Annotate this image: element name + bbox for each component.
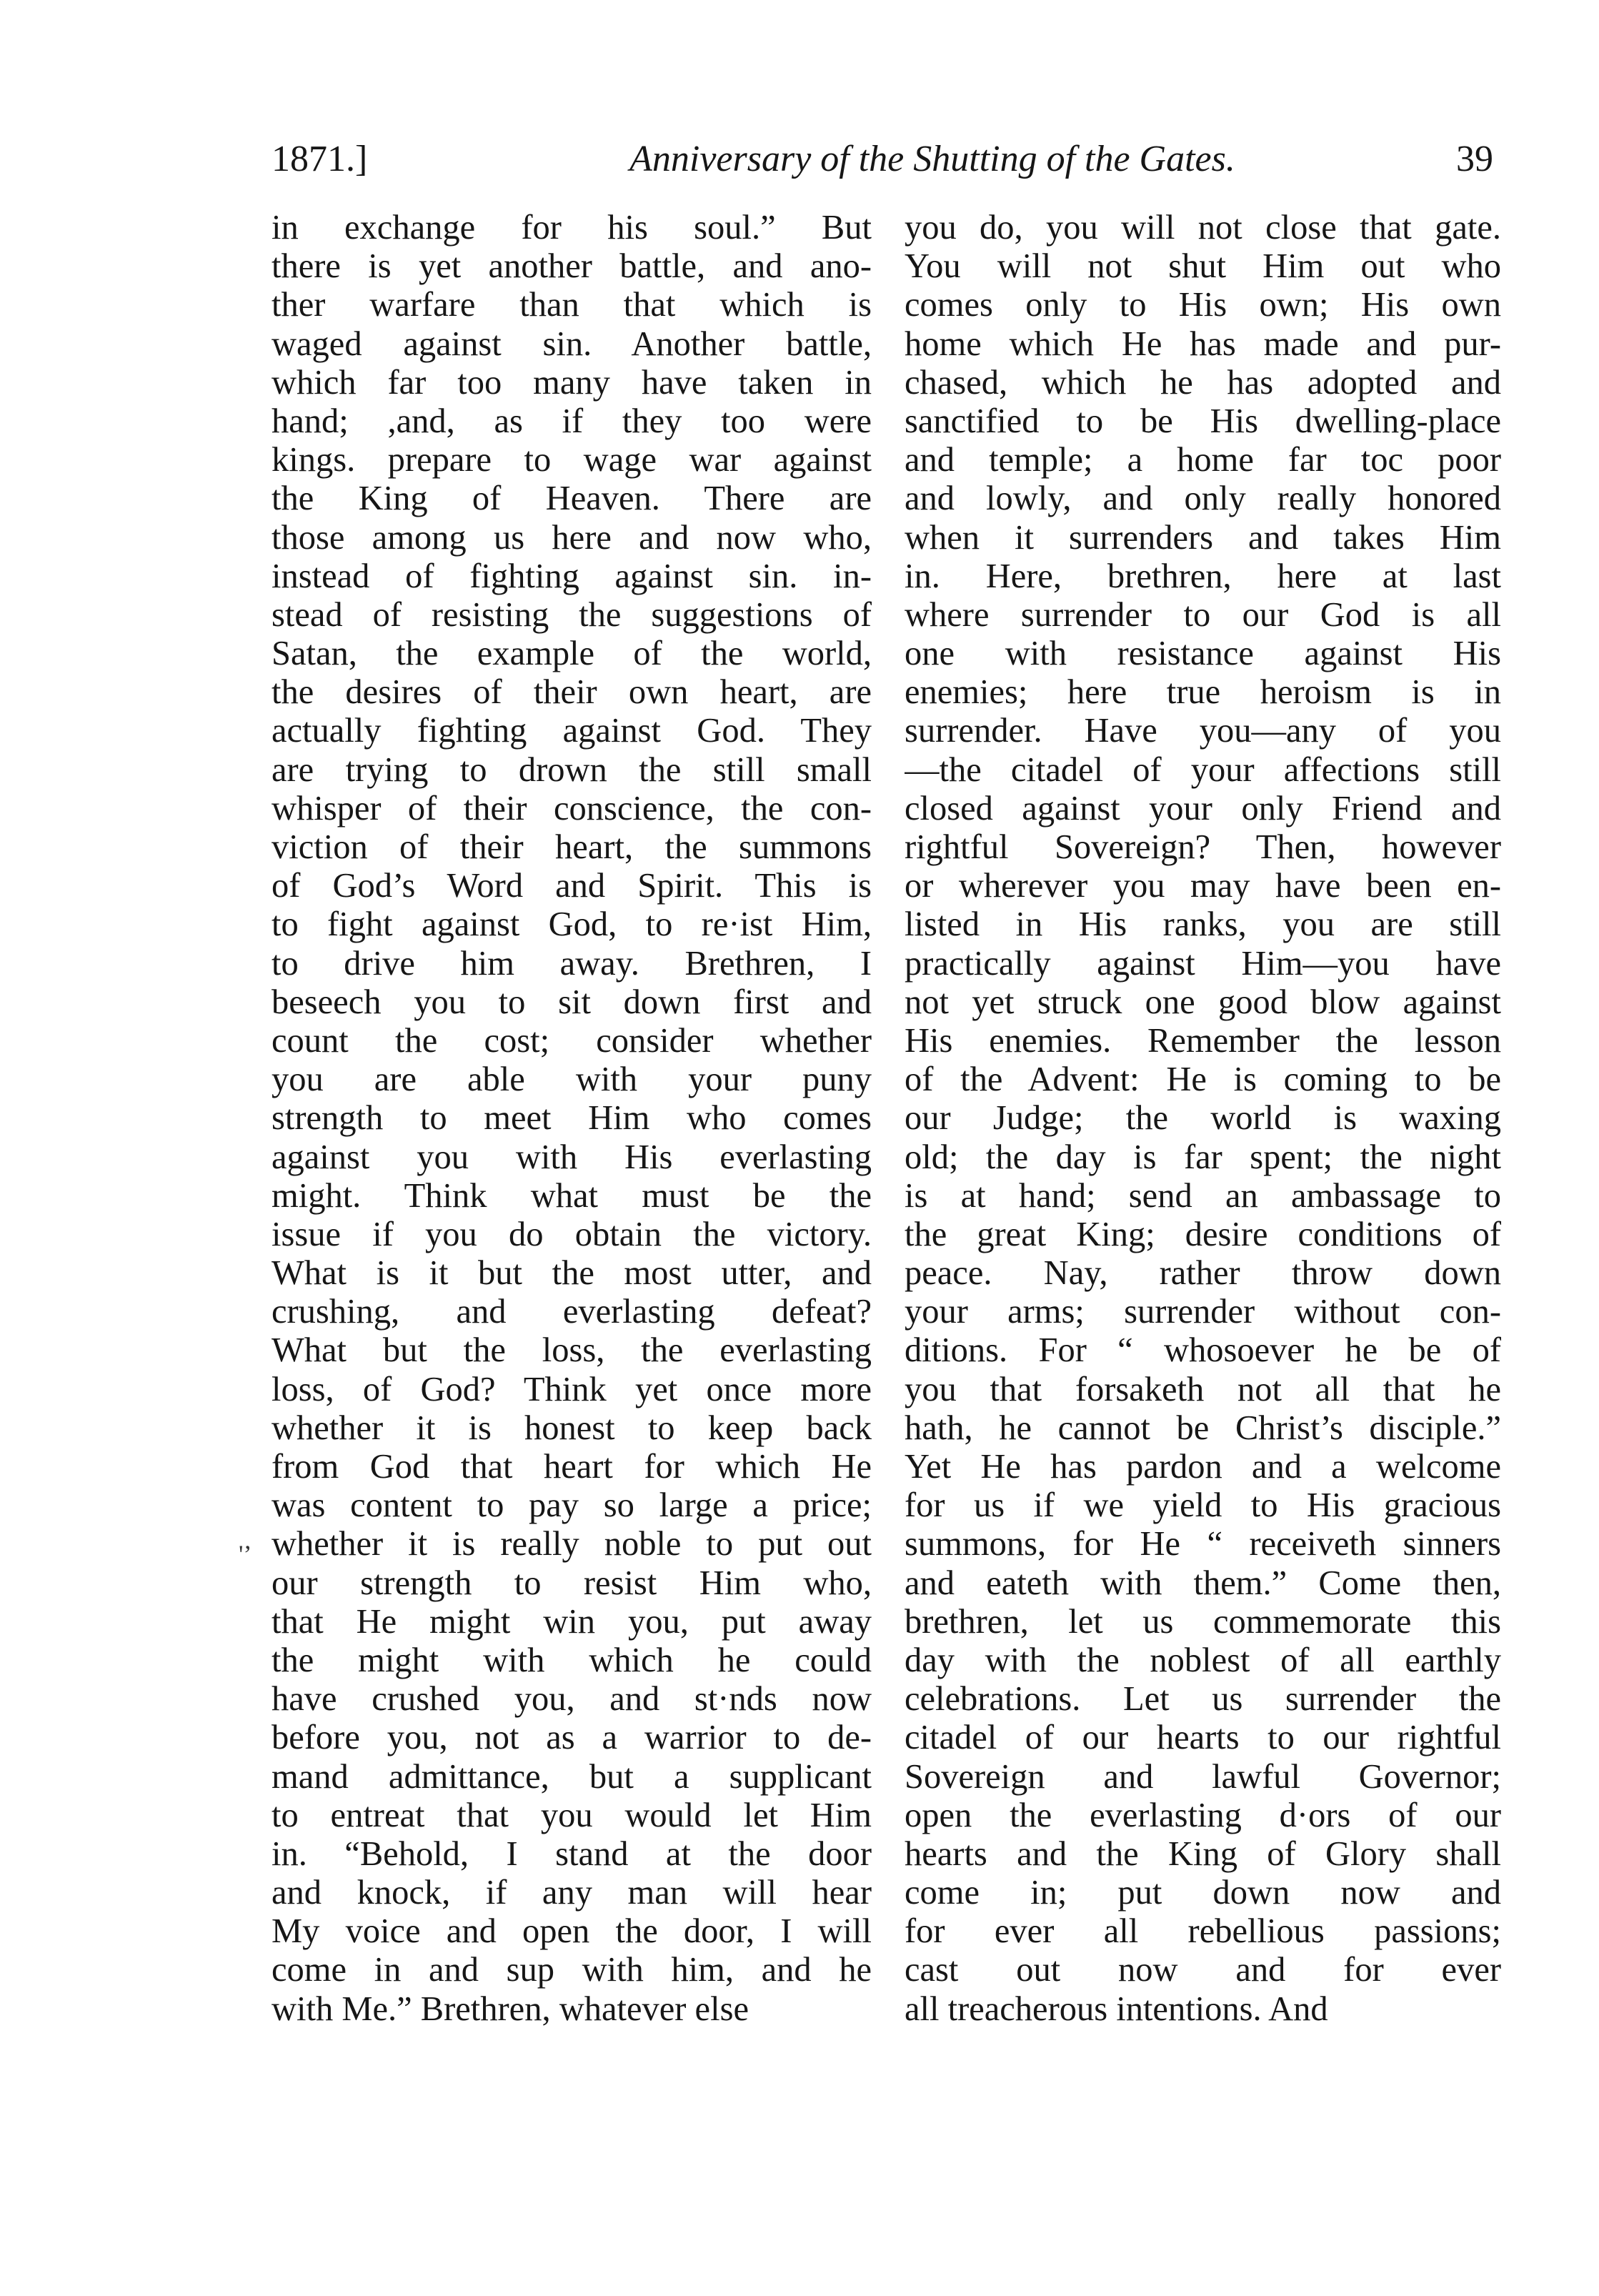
text-line: summons, for He “ receiveth sinners — [905, 1525, 1501, 1564]
text-line: home which He has made and pur- — [905, 324, 1501, 363]
text-line: in. “Behold, I stand at the door — [272, 1834, 872, 1873]
text-line: in exchange for his soul.” But — [272, 209, 872, 247]
text-line: My voice and open the door, I will — [272, 1912, 872, 1951]
text-line: the desires of their own heart, are — [272, 673, 872, 712]
text-line: in. Here, brethren, here at last — [905, 557, 1501, 595]
text-line: whether it is really noble to put out — [272, 1525, 872, 1564]
text-line: cast out now and for ever — [905, 1951, 1501, 1989]
text-line: there is yet another battle, and ano- — [272, 247, 872, 286]
text-line: ther warfare than that which is — [272, 286, 872, 324]
running-head-year: 1871.] — [272, 139, 368, 179]
text-line: stead of resisting the suggestions of — [272, 595, 872, 634]
text-line: and lowly, and only really honored — [905, 479, 1501, 518]
running-head-title: Anniversary of the Shutting of the Gates. — [629, 139, 1235, 179]
text-line: for us if we yield to His gracious — [905, 1486, 1501, 1525]
text-line: Satan, the example of the world, — [272, 635, 872, 673]
text-line: crushing, and everlasting defeat? — [272, 1293, 872, 1331]
text-line: loss, of God? Think yet once more — [272, 1370, 872, 1408]
text-line: sanctified to be His dwelling-place — [905, 402, 1501, 440]
text-line: of God’s Word and Spirit. This is — [272, 867, 872, 905]
text-line: Sovereign and lawful Governor; — [905, 1757, 1501, 1796]
text-line: day with the noblest of all earthly — [905, 1641, 1501, 1679]
text-line: to drive him away. Brethren, I — [272, 944, 872, 983]
text-line: not yet struck one good blow against — [905, 983, 1501, 1021]
text-line: might. Think what must be the — [272, 1176, 872, 1215]
text-line: against you with His everlasting — [272, 1138, 872, 1176]
text-line: and eateth with them.” Come then, — [905, 1564, 1501, 1602]
text-line: come in and sup with him, and he — [272, 1951, 872, 1989]
text-line: to entreat that you would let Him — [272, 1796, 872, 1834]
text-line: before you, not as a warrior to de- — [272, 1719, 872, 1757]
text-line: You will not shut Him out who — [905, 247, 1501, 286]
text-line: open the everlasting d·ors of our — [905, 1796, 1501, 1834]
text-line: instead of fighting against sin. in- — [272, 557, 872, 595]
text-line: hath, he cannot be Christ’s disciple.” — [905, 1408, 1501, 1447]
text-line: you are able with your puny — [272, 1060, 872, 1099]
text-line: His enemies. Remember the lesson — [905, 1021, 1501, 1060]
text-line: count the cost; consider whether — [272, 1021, 872, 1060]
text-line: rightful Sovereign? Then, however — [905, 828, 1501, 866]
text-line: strength to meet Him who comes — [272, 1099, 872, 1138]
text-line: surrender. Have you—any of you — [905, 712, 1501, 750]
text-line: enemies; here true heroism is in — [905, 673, 1501, 712]
text-line: from God that heart for which He — [272, 1448, 872, 1486]
text-line: or wherever you may have been en- — [905, 867, 1501, 905]
text-line: issue if you do obtain the victory. — [272, 1215, 872, 1253]
text-line: our Judge; the world is waxing — [905, 1099, 1501, 1138]
text-line: to fight against God, to re·ist Him, — [272, 905, 872, 944]
text-line: you that forsaketh not all that he — [905, 1370, 1501, 1408]
text-line: all treacherous intentions. And — [905, 1989, 1328, 2028]
text-line: whether it is honest to keep back — [272, 1408, 872, 1447]
text-line: brethren, let us commemorate this — [905, 1602, 1501, 1641]
text-line: celebrations. Let us surrender the — [905, 1680, 1501, 1719]
text-line: are trying to drown the still small — [272, 750, 872, 789]
text-line: peace. Nay, rather throw down — [905, 1254, 1501, 1293]
text-line: that He might win you, put away — [272, 1602, 872, 1641]
text-line: Yet He has pardon and a welcome — [905, 1448, 1501, 1486]
text-line: hearts and the King of Glory shall — [905, 1834, 1501, 1873]
text-line: mand admittance, but a supplicant — [272, 1757, 872, 1796]
right-column — [905, 209, 1501, 2029]
text-line: the great King; desire conditions of — [905, 1215, 1501, 1253]
text-line: What but the loss, the everlasting — [272, 1331, 872, 1370]
text-line: was content to pay so large a price; — [272, 1486, 872, 1525]
text-line: come in; put down now and — [905, 1874, 1501, 1912]
text-line: practically against Him—you have — [905, 944, 1501, 983]
text-line: those among us here and now who, — [272, 518, 872, 557]
text-line: waged against sin. Another battle, — [272, 324, 872, 363]
text-line: actually fighting against God. They — [272, 712, 872, 750]
text-line: which far too many have taken in — [272, 363, 872, 402]
text-line: hand; ,and, as if they too were — [272, 402, 872, 440]
text-line: citadel of our hearts to our rightful — [905, 1719, 1501, 1757]
margin-mark: '’ — [239, 1540, 252, 1569]
text-line: —the citadel of your affections still — [905, 750, 1501, 789]
text-line: kings. prepare to wage war against — [272, 441, 872, 479]
text-line: where surrender to our God is all — [905, 595, 1501, 634]
text-line: of the Advent: He is coming to be — [905, 1060, 1501, 1099]
text-line: the might with which he could — [272, 1641, 872, 1679]
text-line: ditions. For “ whosoever he be of — [905, 1331, 1501, 1370]
text-line: comes only to His own; His own — [905, 286, 1501, 324]
text-line: when it surrenders and takes Him — [905, 518, 1501, 557]
text-line: for ever all rebellious passions; — [905, 1912, 1501, 1951]
text-line: listed in His ranks, you are still — [905, 905, 1501, 944]
text-line: closed against your only Friend and — [905, 789, 1501, 828]
text-line: the King of Heaven. There are — [272, 479, 872, 518]
text-line: have crushed you, and st·nds now — [272, 1680, 872, 1719]
text-line: our strength to resist Him who, — [272, 1564, 872, 1602]
running-head — [272, 134, 1493, 184]
text-line: one with resistance against His — [905, 635, 1501, 673]
text-line: your arms; surrender without con- — [905, 1293, 1501, 1331]
text-line: beseech you to sit down first and — [272, 983, 872, 1021]
text-line: and temple; a home far toc poor — [905, 441, 1501, 479]
left-column — [272, 209, 872, 2029]
text-line: old; the day is far spent; the night — [905, 1138, 1501, 1176]
text-line: and knock, if any man will hear — [272, 1874, 872, 1912]
text-line: chased, which he has adopted and — [905, 363, 1501, 402]
page-number: 39 — [1456, 139, 1493, 179]
text-line: What is it but the most utter, and — [272, 1254, 872, 1293]
text-line: viction of their heart, the summons — [272, 828, 872, 866]
text-line: with Me.” Brethren, whatever else — [272, 1989, 749, 2028]
text-line: is at hand; send an ambassage to — [905, 1176, 1501, 1215]
text-line: you do, you will not close that gate. — [905, 209, 1501, 247]
text-line: whisper of their conscience, the con- — [272, 789, 872, 828]
